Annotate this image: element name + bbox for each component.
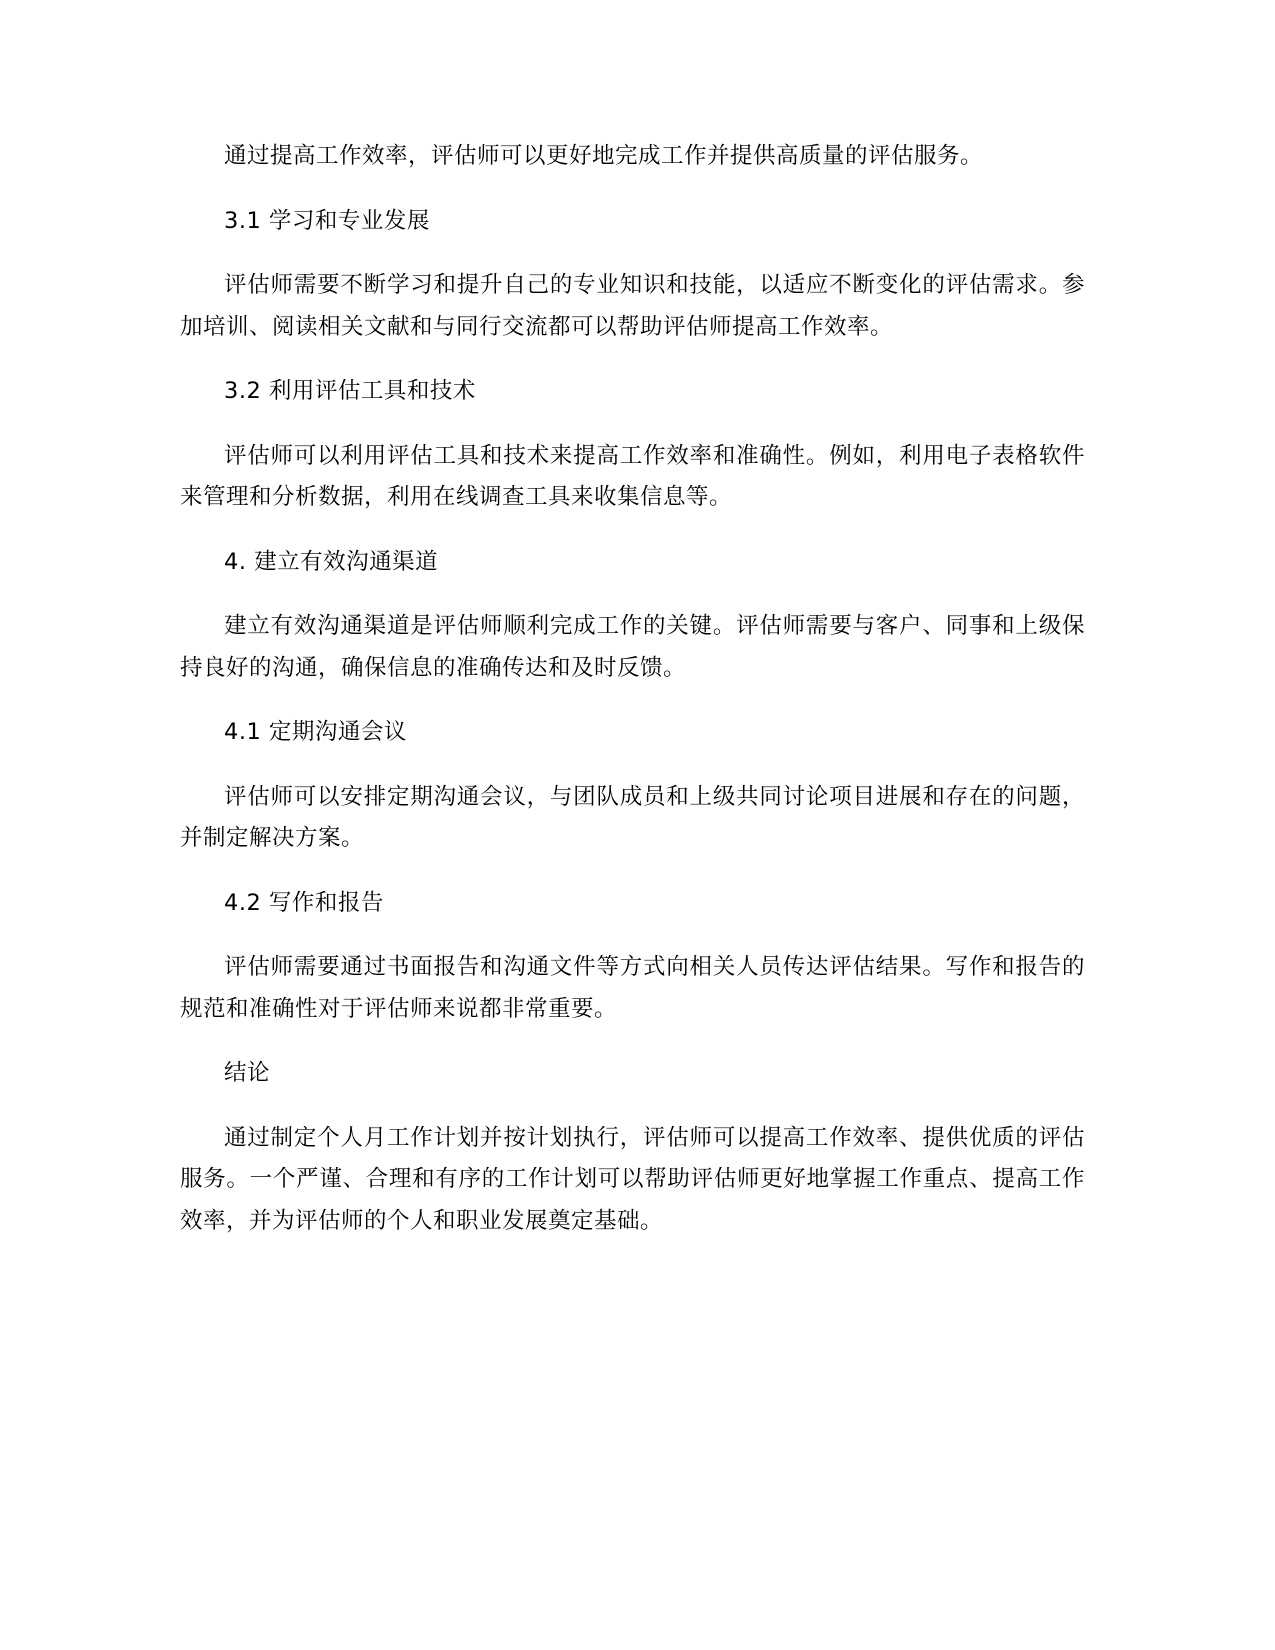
paragraph-learning: 评估师需要不断学习和提升自己的专业知识和技能，以适应不断变化的评估需求。参加培训、阅读相关文献和与同行交流都可以帮助评估师提高工作效率。 [180,272,1085,340]
document-body [180,136,1085,1265]
paragraph-writing: 评估师需要通过书面报告和沟通文件等方式向相关人员传达评估结果。写作和报告的规范和准确性对于评估师来说都非常重要。 [180,954,1085,1022]
paragraph-tools: 评估师可以利用评估工具和技术来提高工作效率和准确性。例如，利用电子表格软件来管理和分析数据，利用在线调查工具来收集信息等。 [180,442,1085,510]
paragraph-meetings: 评估师可以安排定期沟通会议，与团队成员和上级共同讨论项目进展和存在的问题，并制定解决方案。 [180,783,1085,851]
paragraph-conclusion: 通过制定个人月工作计划并按计划执行，评估师可以提高工作效率、提供优质的评估服务。一个严谨、合理和有序的工作计划可以帮助评估师更好地掌握工作重点、提高工作效率，并为评估师的个人和职业发展奠定基础。 [180,1124,1085,1234]
section-heading-4: 4. 建立有效沟通渠道 [224,548,439,575]
section-heading-3-1: 3.1 学习和专业发展 [224,207,430,234]
paragraph-communication: 建立有效沟通渠道是评估师顺利完成工作的关键。评估师需要与客户、同事和上级保持良好的沟通，确保信息的准确传达和及时反馈。 [180,613,1085,681]
section-heading-4-1: 4.1 定期沟通会议 [224,719,407,745]
section-heading-3-2: 3.2 利用评估工具和技术 [224,378,476,404]
section-heading-4-2: 4.2 写作和报告 [224,889,384,916]
paragraph-efficiency-summary: 通过提高工作效率，评估师可以更好地完成工作并提供高质量的评估服务。 [224,143,984,169]
section-heading-conclusion: 结论 [224,1060,271,1086]
